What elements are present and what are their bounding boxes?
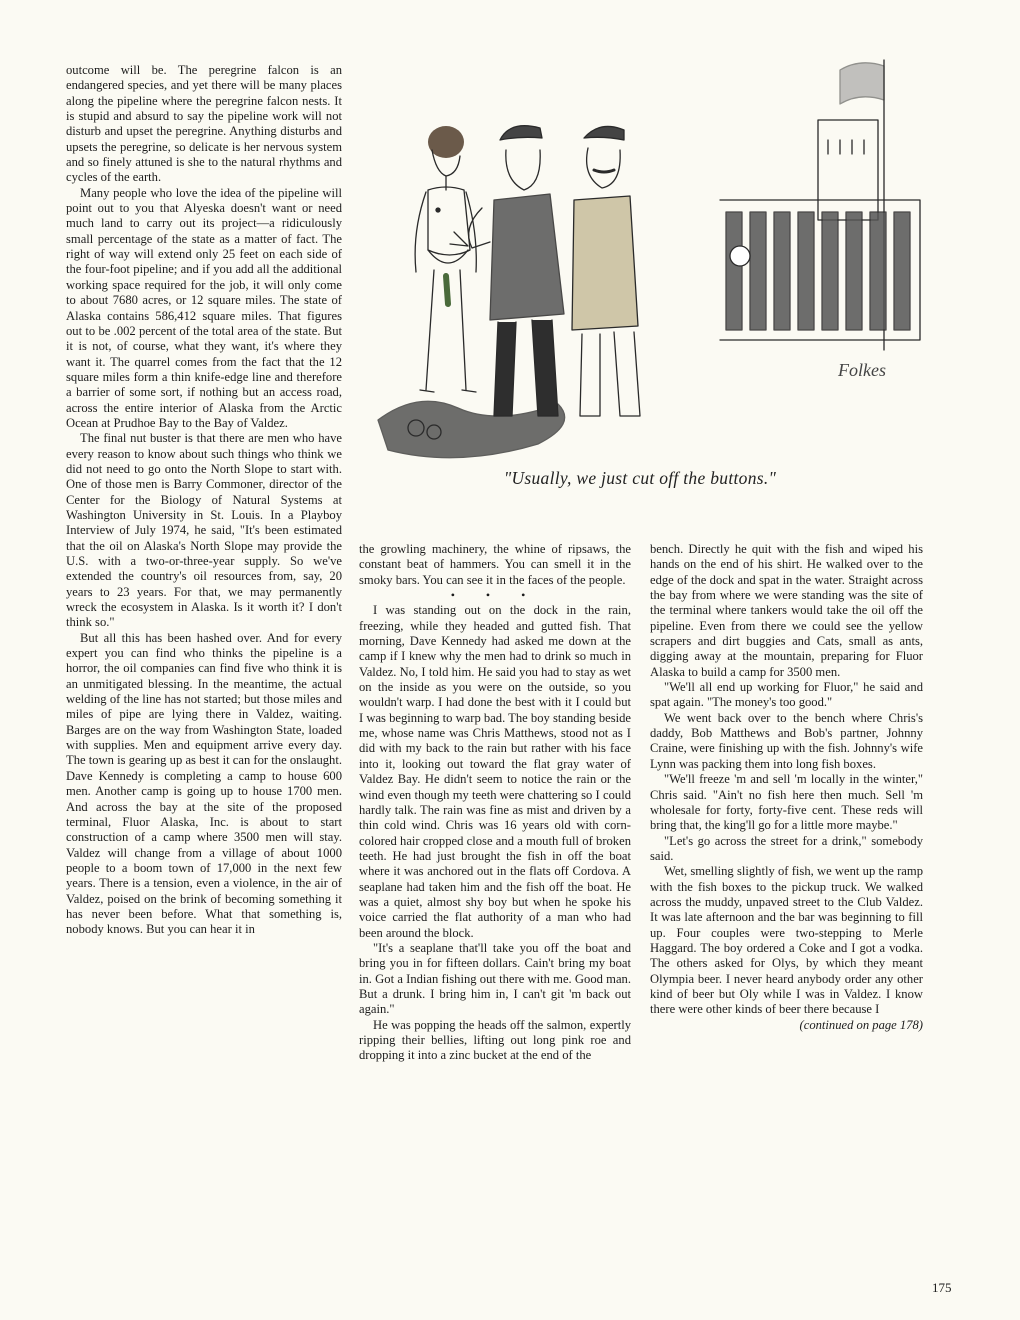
paragraph: the growling machinery, the whine of ripsaws, the constant beat of hammers. You can smell it in the smoky bars. You can see it in the faces of the people. [359, 542, 631, 587]
paragraph: He was popping the heads off the salmon, expertly ripping their bellies, lifting out long pink roe and dropping it into a zinc bucket at the end of the [359, 1017, 631, 1063]
discarded-clothes [378, 401, 565, 457]
continued-notice: (continued on page 178) [799, 1017, 923, 1032]
paragraph: Many people who love the idea of the pipeline will point out to you that Alyeska doesn't want or need much land to carry out its project—a ridiculously small percentage of the state as a matter of fact. The right of way will extend only 25 feet on each side of the four-foot pipeline; and if you add all the additional working space required for the job, it will only come to about 7680 acres, or 12 square miles. The state of Alaska contains 586,412 square miles. That figures out to be .002 percent of the total area of the state. But it is not, of course, what they want, it's where they want it. The quarrel comes from the fact that the 12 square miles form a thin knife-edge line and therefore a barrier of some sort, if nothing but an access road, across the entire interior of Alaska from the Arctic Ocean at Prudhoe Bay to the Bay of Valdez. [66, 185, 342, 430]
officer-with-mustache [572, 126, 640, 416]
paragraph: bench. Directly he quit with the fish and wiped his hands on the end of his shirt. He walked over to the edge of the dock and spat in the water. Straight across the bay from where we were standing was the site of the terminal where tankers would take the oil off the pipeline. Even from there we could see the yellow scrapers and dirt buggies and Cats, small as ants, digging away at the mountain, preparing for Fluor Alaska to build a camp for 3500 men. [650, 542, 923, 679]
article-column-3 [650, 542, 923, 1033]
paragraph: "We'll all end up working for Fluor," he said and spat again. "The money's too good." [650, 680, 923, 710]
paragraph: We went back over to the bench where Chris's daddy, Bob Matthews and Bob's partner, Johnny Craine, were finishing up with the fish. Johnny's wife Lynn was packing them into long fish boxes. [650, 710, 923, 771]
paragraph: "We'll freeze 'm and sell 'm locally in the winter," Chris said. "Ain't no fish here then much. Sell 'm wholesale for forty, forty-five cent. These reds will bring that, the king'll go for a little more maybe." [650, 772, 923, 833]
paragraph: outcome will be. The peregrine falcon is an endangered species, and yet there will be many places along the pipeline where the peregrine falcon nests. It is stupid and absurd to say the pipeline work will not disturb and upset the peregrine. Anything disturbs and upsets the peregrine, so delicate is her nervous system and so finely attuned is she to the natural rhythms and cycles of the earth. [66, 63, 342, 185]
paragraph: "Let's go across the street for a drink," somebody said. [650, 833, 923, 863]
page-number: 175 [932, 1280, 952, 1295]
woman-figure [415, 126, 476, 392]
article-column-2 [359, 542, 631, 1064]
article-column-1 [66, 63, 342, 938]
cartoon-illustration [368, 50, 930, 460]
paragraph: "It's a seaplane that'll take you off the boat and bring you in for fifteen dollars. Cain't bring my boat in. Got a Indian fishing out there with me. Good man. But a drunk. I bring him in, I can't git 'm back out again." [359, 940, 631, 1017]
paragraph: The final nut buster is that there are men who have every reason to know about such things who think we did not need to go onto the North Slope to start with. One of those men is Barry Commoner, director of the Center for the Biology of Natural Systems at Washington University in St. Louis. In a Playboy Interview of July 1974, he said, "It's been estimated that the oil on Alaska's North Slope may provide the U.S. with a two-or-three-year supply. So we've extended the country's oil resources from, say, 20 years to 23 years. For that, we may permanently wreck the ecosystem in Alaska. Is it worth it? I don't think so." [66, 431, 342, 630]
row-of-soldiers [720, 200, 920, 340]
artist-signature: Folkes [838, 360, 886, 380]
section-separator: • • • [450, 588, 540, 603]
paragraph: I was standing out on the dock in the rain, freezing, while they headed and gutted fish. That morning, Dave Kennedy had asked me down at the camp if I knew why the men had to drink so much in Valdez. No, I told him. He said you had to stay as wet on the inside as you were on the outside, so you wouldn't warp. I had done the best with it I could but I was beginning to warp bad. The boy standing beside me, whose name was Chris Matthews, stood not as I did with my back to the rain but rather with his face into it, looking out toward the flat gray water of Valdez Bay. He didn't seem to notice the rain or the wind even though my teeth were chattering so I could hardly talk. The rain was fine as mist and driven by a thin cold wind. Chris was 16 years old with corn-colored hair cropped close and a mouth full of broken teeth. He had just brought the fish in off the boat where it was anchored out in the flats off Cordova. A seaplane had taken him and the fish off the boat. He was a quiet, almost shy boy but when he spoke his voice carried the flat authority of a man who had been around the block. [359, 603, 631, 940]
paragraph: But all this has been hashed over. And for every expert you can find who thinks the pipeline is a horror, the oil companies can find five who think it is an unmitigated blessing. In the meantime, the actual welding of the line has not started; but those miles and miles of pipe are lying there in Valdez, waiting. Barges are on the way from Washington State, loaded with supplies. Men and equipment arrive every day. The town is gearing up as best it can for the onslaught. Dave Kennedy is completing a camp to house 600 men. Another camp is going up to house 1700 men. And across the bay at the site of the proposed terminal, Fluor Alaska, Inc. is about to start construction of a camp where 3500 men will stay. Valdez will change from a village of about 1000 people to a boom town of 17,000 in the next few years. There is a tension, even a violence, in the air of Valdez, poised on the brink of becoming something it has never been before. What that something is, nobody knows. But you can hear it in [66, 630, 342, 937]
paragraph: Wet, smelling slightly of fish, we went up the ramp with the fish boxes to the pickup truck. We walked across the muddy, unpaved street to the Club Valdez. It was late afternoon and the bar was beginning to fill up. Four couples were two-stepping to Merle Haggard. The boy ordered a Coke and I got a vodka. The others asked for Olys, by which they meant Olympia beer. I never heard anybody order any other kind of beer but Oly while I was in Valdez. I know there were other kinds of beer there because I [650, 864, 923, 1017]
cartoon-caption: "Usually, we just cut off the buttons." [503, 468, 777, 488]
officer-with-scissors [450, 126, 564, 416]
